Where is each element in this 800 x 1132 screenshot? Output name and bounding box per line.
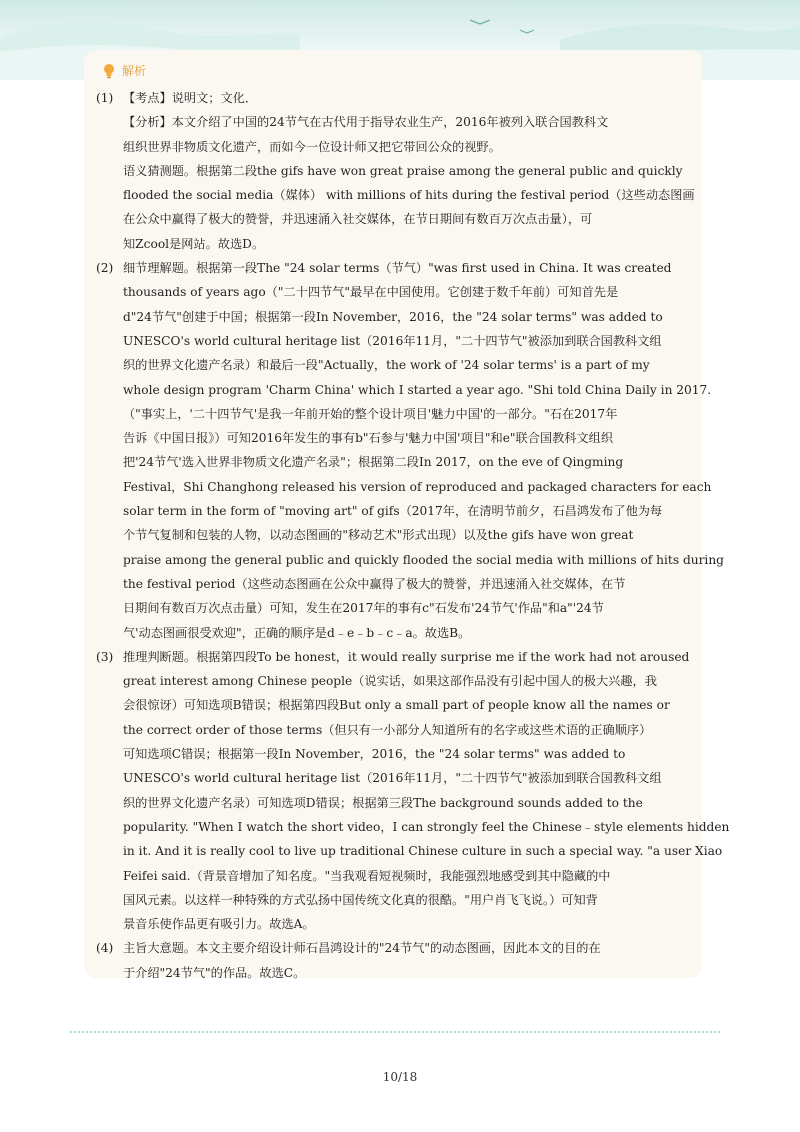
text-line: Festival，Shi Changhong released his version of reproduced and packaged characters for each xyxy=(123,479,712,494)
question-number: (4) xyxy=(96,941,114,956)
text-line: 织的世界文化遗产名录）和最后一段"Actually，the work of '24 solar terms' is a part of my xyxy=(123,358,650,373)
text-line: 语义猜测题。根据第二段the gifs have won great praise among the general public and quickly xyxy=(123,163,683,178)
question-number: (2) xyxy=(96,261,114,276)
text-line: 告诉《中国日报》）可知2016年发生的事有b"石参与'魅力中国'项目"和e"联合国教科文组织 xyxy=(123,431,614,446)
text-line: 组织世界非物质文化遗产，而如今一位设计师又把它带回公众的视野。 xyxy=(123,139,501,154)
dotted-divider xyxy=(70,1031,720,1033)
text-line: thousands of years ago（"二十四节气"最早在中国使用。它创建于数千年前）可知首先是 xyxy=(123,285,619,300)
text-line: great interest among Chinese people（说实话，如果这部作品没有引起中国人的极大兴趣，我 xyxy=(123,674,657,689)
text-line: UNESCO's world cultural heritage list（2016年11月，"二十四节气"被添加到联合国教科文组 xyxy=(123,333,662,348)
text-line: 可知选项C错误；根据第一段In November，2016，the "24 solar terms" was added to xyxy=(123,747,626,762)
text-line: 把'24节气'选入世界非物质文化遗产名录"；根据第二段In 2017，on the eve of Qingming xyxy=(123,455,624,470)
text-line: 景音乐使作品更有吸引力。故选A。 xyxy=(123,917,315,932)
page-number: 10/18 xyxy=(382,1070,418,1084)
question-1 xyxy=(96,86,695,256)
text-line: solar term in the form of "moving art" of gifs（2017年，在清明节前夕，石昌鸿发布了他为每 xyxy=(123,504,663,519)
text-line: 织的世界文化遗产名录）可知选项D错误；根据第三段The background sounds added to the xyxy=(123,795,643,810)
text-line: 细节理解题。根据第一段The "24 solar terms（节气）"was first used in China. It was created xyxy=(123,261,672,276)
section-tag xyxy=(102,62,146,79)
text-line: flooded the social media（媒体） with millions of hits during the festival period（这些动态图画 xyxy=(123,188,695,203)
question-2 xyxy=(96,256,724,645)
text-line: 推理判断题。根据第四段To be honest，it would really surprise me if the work had not aroused xyxy=(123,649,690,664)
text-line: 气'动态图画很受欢迎"，正确的顺序是d﹣e﹣b﹣c﹣a。故选B。 xyxy=(123,625,471,640)
text-line: the correct order of those terms（但只有一小部分人知道所有的名字或这些术语的正确顺序） xyxy=(123,722,652,737)
text-line: 【分析】本文介绍了中国的24节气在古代用于指导农业生产，2016年被列入联合国教科文 xyxy=(123,115,609,130)
text-line: 主旨大意题。本文主要介绍设计师石昌鸿设计的"24节气"的动态图画，因此本文的目的在 xyxy=(123,941,601,956)
text-line: 【考点】说明文；文化． xyxy=(123,91,258,105)
text-line: 个节气复制和包装的人物，以动态图画的"移动艺术"形式出现）以及the gifs have won great xyxy=(123,528,634,543)
text-line: the festival period（这些动态图画在公众中赢得了极大的赞誉，并迅速涌入社交媒体，在节 xyxy=(123,576,626,591)
text-line: praise among the general public and quickly flooded the social media with millions of hits during xyxy=(123,552,724,567)
section-label: 解析 xyxy=(122,64,147,78)
question-3 xyxy=(96,645,730,937)
text-line: popularity. "When I watch the short video，I can strongly feel the Chinese﹣style elements hidden xyxy=(123,819,730,834)
text-line: Feifei said.（背景音增加了知名度。"当我观看短视频时，我能强烈地感受到其中隐藏的中 xyxy=(123,868,611,883)
text-line: UNESCO's world cultural heritage list（2016年11月，"二十四节气"被添加到联合国教科文组 xyxy=(123,771,662,786)
question-number: (1) xyxy=(96,91,114,105)
text-line: 日期间有数百万次点击量）可知，发生在2017年的事有c"石发布'24节气'作品"和a"'24节 xyxy=(123,601,604,616)
text-line: 于介绍"24节气"的作品。故选C。 xyxy=(123,965,306,980)
question-4 xyxy=(96,936,688,985)
text-line: 会很惊讶）可知选项B错误；根据第四段But only a small part of people know all the names or xyxy=(123,698,670,713)
text-line: in it. And it is really cool to live up traditional Chinese culture in such a special way. "a user Xiao xyxy=(123,844,723,859)
lightbulb-icon xyxy=(102,63,116,79)
text-line: （"事实上，'二十四节气'是我一年前开始的整个设计项目'魅力中国'的一部分。"石在2017年 xyxy=(123,406,618,421)
question-number: (3) xyxy=(96,649,114,664)
text-line: 国风元素。以这样一种特殊的方式弘扬中国传统文化真的很酷。"用户肖飞飞说。）可知背 xyxy=(123,892,598,907)
text-line: whole design program 'Charm China' which I started a year ago. "Shi told China Daily in 2017. xyxy=(123,382,712,397)
text-line: d"24节气"创建于中国；根据第一段In November，2016，the "24 solar terms" was added to xyxy=(123,309,663,324)
answer-list xyxy=(96,86,730,985)
text-line: 知Zcool是网站。故选D。 xyxy=(123,236,265,251)
text-line: 在公众中赢得了极大的赞誉，并迅速涌入社交媒体，在节日期间有数百万次点击量），可 xyxy=(123,212,593,227)
